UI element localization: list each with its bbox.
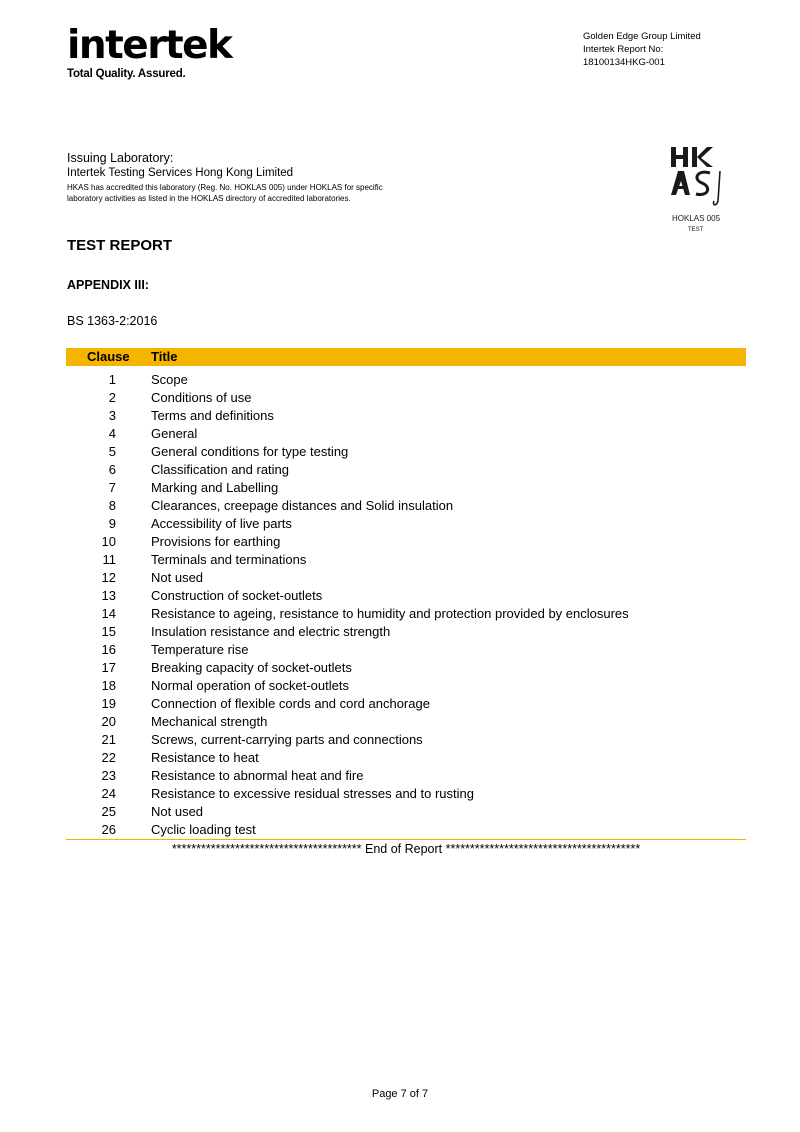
clause-number: 11 xyxy=(102,552,116,567)
clause-number: 16 xyxy=(101,642,116,657)
clause-title: Not used xyxy=(151,804,204,819)
issuing-laboratory xyxy=(67,150,407,204)
report-number: 18100134HKG-001 xyxy=(583,57,665,68)
table-row xyxy=(66,389,746,407)
issuing-label: Issuing Laboratory: xyxy=(67,151,174,165)
report-number-label: Intertek Report No: xyxy=(583,44,664,55)
table-row xyxy=(66,731,746,749)
clause-number: 18 xyxy=(101,678,116,693)
clause-table xyxy=(66,371,746,839)
table-row xyxy=(66,371,746,389)
hkas-accreditation-logo xyxy=(668,145,730,235)
table-row xyxy=(66,695,746,713)
hoklas-registration: HOKLAS 005 xyxy=(672,214,721,223)
client-name: Golden Edge Group Limited xyxy=(583,31,701,42)
clause-number: 8 xyxy=(108,498,116,513)
table-row xyxy=(66,803,746,821)
clause-title: Construction of socket-outlets xyxy=(151,588,323,603)
clause-title: Provisions for earthing xyxy=(151,534,281,549)
clause-number: 1 xyxy=(108,372,116,387)
clause-title: Classification and rating xyxy=(151,462,290,477)
end-of-report: *************************************** End of Report **************************************** xyxy=(171,842,641,856)
table-row xyxy=(66,785,746,803)
clause-number: 19 xyxy=(101,696,116,711)
page-number: Page 7 of 7 xyxy=(371,1088,429,1100)
laboratory-name: Intertek Testing Services Hong Kong Limited xyxy=(67,167,294,179)
clause-title: Not used xyxy=(151,570,204,585)
clause-title: Resistance to ageing, resistance to humidity and protection provided by enclosures xyxy=(151,606,629,621)
table-row xyxy=(66,605,746,623)
report-reference xyxy=(583,30,701,69)
clause-number: 10 xyxy=(101,534,116,549)
clause-number: 21 xyxy=(101,732,116,747)
clause-title: Conditions of use xyxy=(151,390,252,405)
table-row xyxy=(66,749,746,767)
accreditation-note: HKAS has accredited this laboratory (Reg. No. HOKLAS 005) under HOKLAS for specific laboratory activities as listed in the HOKLAS directory of accredited laboratories. xyxy=(67,183,383,203)
clause-number: 13 xyxy=(101,588,116,603)
table-row xyxy=(66,533,746,551)
clause-title: Breaking capacity of socket-outlets xyxy=(151,660,352,675)
clause-column-header: Clause xyxy=(87,349,130,364)
clause-title: Clearances, creepage distances and Solid insulation xyxy=(151,498,454,513)
clause-title: Accessibility of live parts xyxy=(151,516,292,531)
clause-number: 2 xyxy=(108,390,116,405)
clause-title: Resistance to heat xyxy=(151,750,259,765)
table-bottom-rule xyxy=(66,839,746,840)
table-row xyxy=(66,623,746,641)
table-row xyxy=(66,497,746,515)
clause-title: Cyclic loading test xyxy=(151,822,256,837)
clause-number: 17 xyxy=(101,660,116,675)
hkas-category: TEST xyxy=(688,227,704,233)
table-row xyxy=(66,443,746,461)
clause-title: Insulation resistance and electric strength xyxy=(151,624,391,639)
table-row xyxy=(66,587,746,605)
clause-title: General xyxy=(151,426,198,441)
table-row xyxy=(66,821,746,839)
table-row xyxy=(66,551,746,569)
table-row xyxy=(66,641,746,659)
clause-title: Resistance to abnormal heat and fire xyxy=(151,768,364,783)
clause-title: Screws, current-carrying parts and connections xyxy=(151,732,423,747)
title-column-header: Title xyxy=(151,349,178,364)
clause-number: 7 xyxy=(108,480,116,495)
table-row xyxy=(66,767,746,785)
table-row xyxy=(66,479,746,497)
table-row xyxy=(66,713,746,731)
clause-title: Mechanical strength xyxy=(151,714,268,729)
clause-number: 3 xyxy=(108,408,116,423)
clause-number: 26 xyxy=(101,822,116,837)
clause-number: 20 xyxy=(101,714,116,729)
clause-title: General conditions for type testing xyxy=(151,444,349,459)
clause-number: 24 xyxy=(101,786,116,801)
document-title: TEST REPORT xyxy=(67,237,173,254)
clause-title: Terms and definitions xyxy=(151,408,274,423)
clause-title: Temperature rise xyxy=(151,642,249,657)
clause-title: Normal operation of socket-outlets xyxy=(151,678,349,693)
clause-number: 12 xyxy=(101,570,116,585)
clause-title: Scope xyxy=(151,372,188,387)
clause-number: 6 xyxy=(108,462,116,477)
appendix-heading: APPENDIX III: xyxy=(67,278,149,292)
clause-number: 25 xyxy=(101,804,116,819)
clause-number: 9 xyxy=(108,516,116,531)
table-header xyxy=(66,348,746,366)
clause-number: 15 xyxy=(101,624,116,639)
clause-title: Resistance to excessive residual stresses and to rusting xyxy=(151,786,474,801)
table-row xyxy=(66,677,746,695)
table-row xyxy=(66,407,746,425)
clause-title: Marking and Labelling xyxy=(151,480,279,495)
logo-wordmark: intertek xyxy=(67,23,232,68)
clause-number: 23 xyxy=(101,768,116,783)
clause-number: 4 xyxy=(108,426,116,441)
table-row xyxy=(66,515,746,533)
intertek-logo xyxy=(67,23,232,80)
standard-reference: BS 1363-2:2016 xyxy=(67,314,158,328)
clause-title: Connection of flexible cords and cord anchorage xyxy=(151,696,430,711)
table-row xyxy=(66,461,746,479)
clause-number: 14 xyxy=(101,606,116,621)
table-row xyxy=(66,425,746,443)
clause-number: 5 xyxy=(108,444,116,459)
logo-tagline: Total Quality. Assured. xyxy=(67,68,186,80)
clause-title: Terminals and terminations xyxy=(151,552,307,567)
table-row xyxy=(66,659,746,677)
clause-number: 22 xyxy=(101,750,116,765)
table-row xyxy=(66,569,746,587)
